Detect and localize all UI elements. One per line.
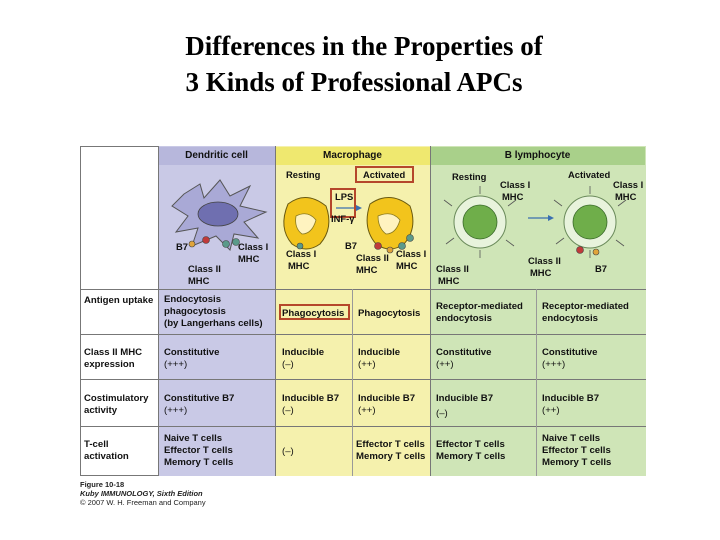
column-divider <box>430 146 431 476</box>
macrophage-activated-icon <box>367 197 413 253</box>
book-title: Kuby IMMUNOLOGY, Sixth Edition <box>80 489 203 498</box>
row-divider <box>80 334 646 335</box>
cell-b-activated-antigen-uptake <box>538 298 646 328</box>
cell-line: Effector T cells <box>436 439 505 450</box>
header-dendritic: Dendritic cell <box>158 147 275 165</box>
cell-line: Inducible B7 <box>358 393 416 404</box>
cell-line: (–) <box>436 408 448 419</box>
label-dendritic-mhc2: MHC <box>188 275 210 286</box>
row-divider <box>80 289 646 290</box>
column-divider <box>158 146 159 476</box>
label-lps: LPS <box>335 191 354 202</box>
row-label-class2-mhc-expression: Class II MHC expression <box>84 347 143 370</box>
cell-line: Constitutive <box>164 347 220 358</box>
cell-line: Memory T cells <box>542 457 612 468</box>
column-divider <box>536 289 537 476</box>
cell-line: Endocytosis <box>164 294 222 305</box>
label-mac-class1-right: Class I <box>396 248 427 259</box>
cell-line: Receptor-mediated <box>436 301 523 312</box>
row-divider <box>80 426 646 427</box>
label-mac-class2: Class II <box>356 252 389 263</box>
label-b-mhc2-left: MHC <box>438 275 460 286</box>
cell-b-activated-t-cell-activation <box>538 430 646 472</box>
cell-b-resting-class2-expression <box>432 344 536 374</box>
label-b-class2-right: Class II <box>528 255 561 266</box>
cell-dendritic-antigen-uptake <box>160 291 274 333</box>
label-b-activated: Activated <box>568 169 611 180</box>
cell-line: Inducible B7 <box>542 393 600 404</box>
cell-line: (–) <box>282 446 294 457</box>
cell-mac-resting-antigen-uptake <box>278 305 352 323</box>
cell-line: endocytosis <box>542 313 598 324</box>
cell-line: Constitutive <box>542 347 598 358</box>
cell-mac-resting-class2-expression <box>278 344 352 374</box>
cell-mac-resting-costimulatory <box>278 390 352 420</box>
cell-line: Memory T cells <box>436 451 506 462</box>
label-b-b7: B7 <box>595 263 607 274</box>
cell-line: (++) <box>542 405 560 416</box>
cell-line: (–) <box>282 359 294 370</box>
cell-b-activated-class2-expression <box>538 344 646 374</box>
label-b-mhc1-right: MHC <box>615 191 637 202</box>
cell-line: Memory T cells <box>356 451 426 462</box>
label-mac-mhc-left: MHC <box>288 260 310 271</box>
label-dendritic-class1: Class I <box>238 241 269 252</box>
cell-line: Naive T cells <box>164 433 223 444</box>
label-macrophage-resting: Resting <box>286 169 321 180</box>
cell-b-activated-costimulatory <box>538 390 646 420</box>
label-b-class1-right: Class I <box>613 179 644 190</box>
label-dendritic-class2: Class II <box>188 263 221 274</box>
cell-mac-activated-costimulatory <box>354 390 430 420</box>
cell-mac-resting-t-cell-activation <box>278 443 352 461</box>
cell-line: Inducible <box>358 347 401 358</box>
cell-line: Naive T cells <box>542 433 601 444</box>
cell-dendritic-class2-expression <box>160 344 274 374</box>
cell-b-resting-antigen-uptake <box>432 298 536 328</box>
macrophage-resting-icon <box>284 197 329 249</box>
cell-line: (by Langerhans cells) <box>164 318 263 329</box>
figure-number: Figure 10-18 <box>80 480 125 489</box>
apc-comparison-figure <box>80 146 646 476</box>
cell-line: endocytosis <box>436 313 492 324</box>
label-dendritic-b7: B7 <box>176 241 188 252</box>
cell-dendritic-t-cell-activation <box>160 430 274 472</box>
label-mac-mhc2: MHC <box>356 264 378 275</box>
cell-line: Phagocytosis <box>282 308 345 319</box>
cell-b-resting-costimulatory <box>432 390 536 423</box>
cell-line: Constitutive <box>436 347 492 358</box>
cell-line: Inducible B7 <box>436 393 494 404</box>
label-b-class1-left: Class I <box>500 179 531 190</box>
label-inf-gamma: INF-γ <box>331 213 355 224</box>
cell-line: (+++) <box>164 359 188 370</box>
header-macrophage: Macrophage <box>275 147 430 165</box>
page-title-line2: 3 Kinds of Professional APCs <box>185 67 523 97</box>
cell-line: Phagocytosis <box>358 308 421 319</box>
cell-b-resting-t-cell-activation <box>432 436 536 466</box>
copyright-notice: © 2007 W. H. Freeman and Company <box>80 498 206 507</box>
cell-line: (++) <box>358 405 376 416</box>
cell-line: (–) <box>282 405 294 416</box>
cell-line: (+++) <box>164 405 188 416</box>
page-title-line1: Differences in the Properties of <box>185 31 543 61</box>
cell-mac-activated-antigen-uptake <box>354 305 430 323</box>
cell-line: Effector T cells <box>164 445 233 456</box>
cell-line: Inducible B7 <box>282 393 340 404</box>
label-macrophage-activated: Activated <box>363 169 406 180</box>
cell-line: (+++) <box>542 359 566 370</box>
dendritic-cell-icon <box>172 180 269 252</box>
cell-line: phagocytosis <box>164 306 226 317</box>
label-b-resting: Resting <box>452 171 487 182</box>
cell-line: Effector T cells <box>356 439 425 450</box>
label-b-mhc1-left: MHC <box>502 191 524 202</box>
cell-line: Constitutive B7 <box>164 393 235 404</box>
cell-line: Effector T cells <box>542 445 611 456</box>
cell-dendritic-costimulatory <box>160 390 274 420</box>
header-b-lymphocyte: B lymphocyte <box>430 147 645 165</box>
figure-caption <box>80 480 206 507</box>
label-mac-mhc-right: MHC <box>396 260 418 271</box>
row-divider <box>80 379 646 380</box>
label-dendritic-mhc1: MHC <box>238 253 260 264</box>
label-mac-b7: B7 <box>345 240 357 251</box>
cell-line: Receptor-mediated <box>542 301 629 312</box>
cell-mac-activated-t-cell-activation <box>352 436 430 466</box>
row-label-costimulatory-activity: Costimulatory activity <box>84 393 149 416</box>
label-b-mhc2-right: MHC <box>530 267 552 278</box>
label-b-class2-left: Class II <box>436 263 469 274</box>
label-mac-class1-left: Class I <box>286 248 317 259</box>
column-divider <box>275 146 276 476</box>
cell-line: Memory T cells <box>164 457 234 468</box>
cell-line: (++) <box>358 359 376 370</box>
row-label-antigen-uptake: Antigen uptake <box>84 295 154 306</box>
row-label-t-cell-activation: T-cell activation <box>84 439 129 462</box>
cell-mac-activated-class2-expression <box>354 344 430 374</box>
cell-line: (++) <box>436 359 454 370</box>
cell-line: Inducible <box>282 347 325 358</box>
